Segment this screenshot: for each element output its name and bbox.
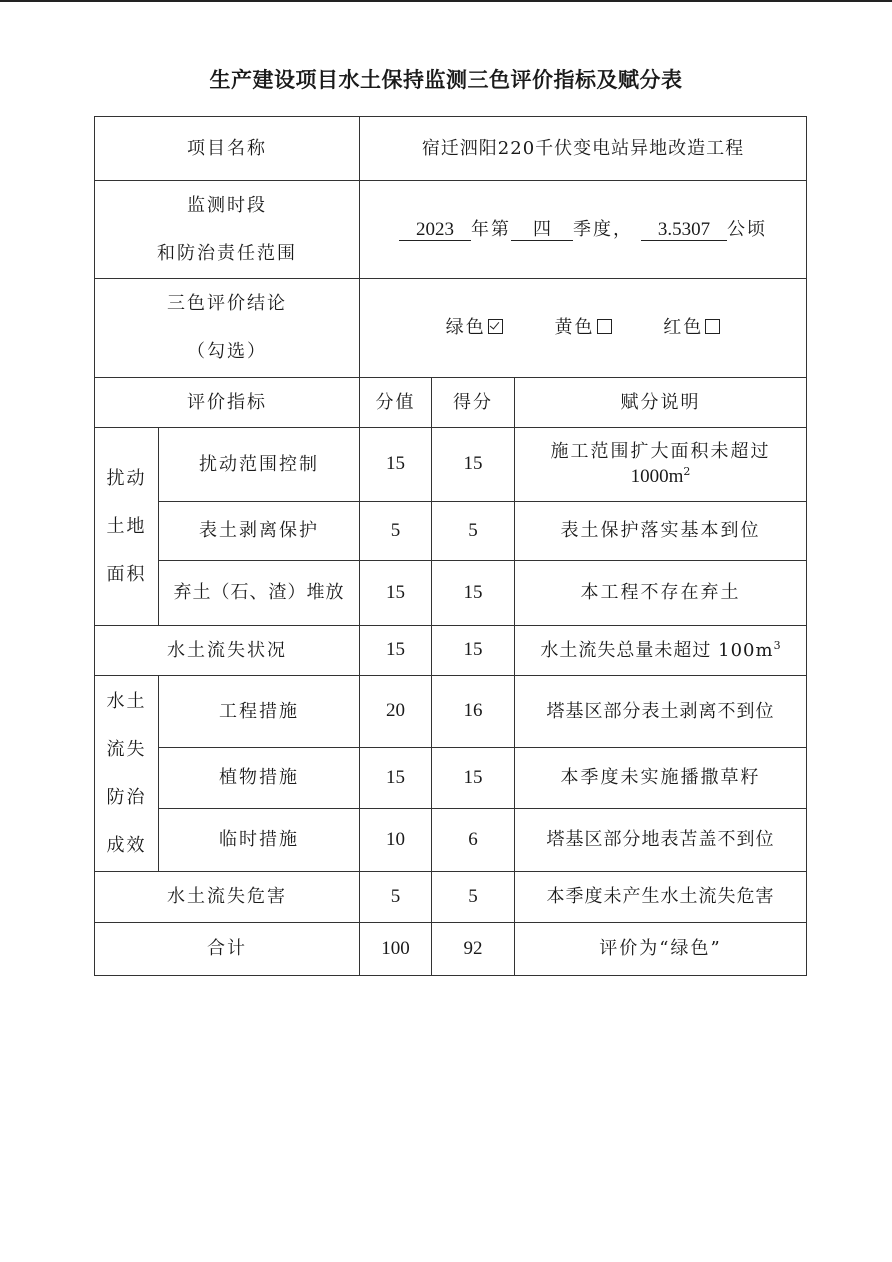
note-line: 1000m	[630, 465, 684, 487]
header-row	[95, 378, 807, 428]
total-full-score: 100	[360, 923, 432, 976]
group-text: 成效	[106, 834, 147, 856]
monitoring-label-line2: 和防治责任范围	[157, 242, 297, 264]
score-note: 本工程不存在弃土	[515, 561, 807, 626]
score: 15	[432, 428, 515, 502]
score-note: 表土保护落实基本到位	[515, 502, 807, 561]
score-note	[515, 428, 807, 502]
header-score: 得分	[432, 378, 515, 428]
indicator-name: 临时措施	[159, 809, 360, 872]
checked-box-icon[interactable]	[488, 319, 503, 334]
conclusion-label	[95, 279, 360, 378]
project-name-value: 宿迁泗阳220千伏变电站异地改造工程	[360, 117, 807, 181]
score-note: 本季度未产生水土流失危害	[515, 872, 807, 923]
group-text: 扰动	[106, 467, 147, 489]
table-row	[95, 626, 807, 676]
total-score: 92	[432, 923, 515, 976]
quarter-suffix: 季度，	[573, 218, 633, 240]
score: 16	[432, 676, 515, 748]
area-unit: 公顷	[727, 218, 767, 240]
indicator-name: 水土流失危害	[95, 872, 360, 923]
project-name-label: 项目名称	[95, 117, 360, 181]
empty-box-icon[interactable]	[705, 319, 720, 334]
option-green[interactable]	[446, 317, 503, 338]
header-indicator: 评价指标	[95, 378, 360, 428]
full-score: 15	[360, 561, 432, 626]
score-note: 塔基区部分表土剥离不到位	[515, 676, 807, 748]
group-disturbance	[95, 428, 159, 626]
full-score: 20	[360, 676, 432, 748]
score-note: 塔基区部分地表苫盖不到位	[515, 809, 807, 872]
indicator-name: 扰动范围控制	[159, 428, 360, 502]
year-suffix: 年第	[471, 218, 511, 240]
full-score: 15	[360, 428, 432, 502]
monitoring-period-row	[95, 181, 807, 279]
table-row	[95, 809, 807, 872]
score: 15	[432, 748, 515, 809]
note-superscript: 3	[773, 638, 781, 652]
table-row	[95, 872, 807, 923]
project-name-row	[95, 117, 807, 181]
group-prevention	[95, 676, 159, 872]
table-row	[95, 748, 807, 809]
total-note: 评价为“绿色”	[515, 923, 807, 976]
full-score: 5	[360, 502, 432, 561]
total-label: 合计	[95, 923, 360, 976]
monitoring-period-value	[360, 181, 807, 279]
indicator-name: 弃土（石、渣）堆放	[159, 561, 360, 626]
score: 6	[432, 809, 515, 872]
empty-box-icon[interactable]	[597, 319, 612, 334]
option-red[interactable]	[663, 317, 720, 338]
score: 15	[432, 561, 515, 626]
document-title: 生产建设项目水土保持监测三色评价指标及赋分表	[209, 68, 683, 92]
note-line: 施工范围扩大面积未超过	[550, 440, 771, 462]
group-text: 流失	[106, 738, 147, 760]
header-note: 赋分说明	[515, 378, 807, 428]
score-note: 本季度未实施播撒草籽	[515, 748, 807, 809]
score: 15	[432, 626, 515, 676]
full-score: 15	[360, 626, 432, 676]
monitoring-period-label	[95, 181, 360, 279]
table-row	[95, 502, 807, 561]
monitoring-label-line1: 监测时段	[187, 194, 267, 216]
note-line: 水土流失总量未超过 100m	[540, 639, 774, 661]
page-top-border	[0, 0, 892, 2]
indicator-name: 表土剥离保护	[159, 502, 360, 561]
header-full-score: 分值	[360, 378, 432, 428]
score-note	[515, 626, 807, 676]
indicator-name: 水土流失状况	[95, 626, 360, 676]
total-row	[95, 923, 807, 976]
group-text: 土地	[106, 515, 147, 537]
group-text: 水土	[106, 690, 147, 712]
indicator-name: 工程措施	[159, 676, 360, 748]
score: 5	[432, 872, 515, 923]
option-green-label: 绿色	[445, 317, 486, 339]
conclusion-label-line2: （勾选）	[187, 341, 267, 362]
score: 5	[432, 502, 515, 561]
option-yellow[interactable]	[555, 317, 612, 338]
indicator-name: 植物措施	[159, 748, 360, 809]
full-score: 10	[360, 809, 432, 872]
monitoring-year: 2023	[399, 220, 471, 241]
option-red-label: 红色	[663, 317, 704, 339]
monitoring-quarter: 四	[511, 221, 573, 241]
evaluation-table	[94, 116, 807, 976]
note-superscript: 2	[683, 464, 691, 478]
monitoring-area: 3.5307	[641, 220, 727, 241]
table-row	[95, 428, 807, 502]
group-text: 防治	[106, 786, 147, 808]
full-score: 15	[360, 748, 432, 809]
conclusion-label-line1: 三色评价结论	[167, 293, 287, 314]
conclusion-row	[95, 279, 807, 378]
full-score: 5	[360, 872, 432, 923]
table-row	[95, 676, 807, 748]
conclusion-options	[360, 279, 807, 378]
group-text: 面积	[106, 563, 147, 585]
table-row	[95, 561, 807, 626]
option-yellow-label: 黄色	[554, 317, 595, 339]
